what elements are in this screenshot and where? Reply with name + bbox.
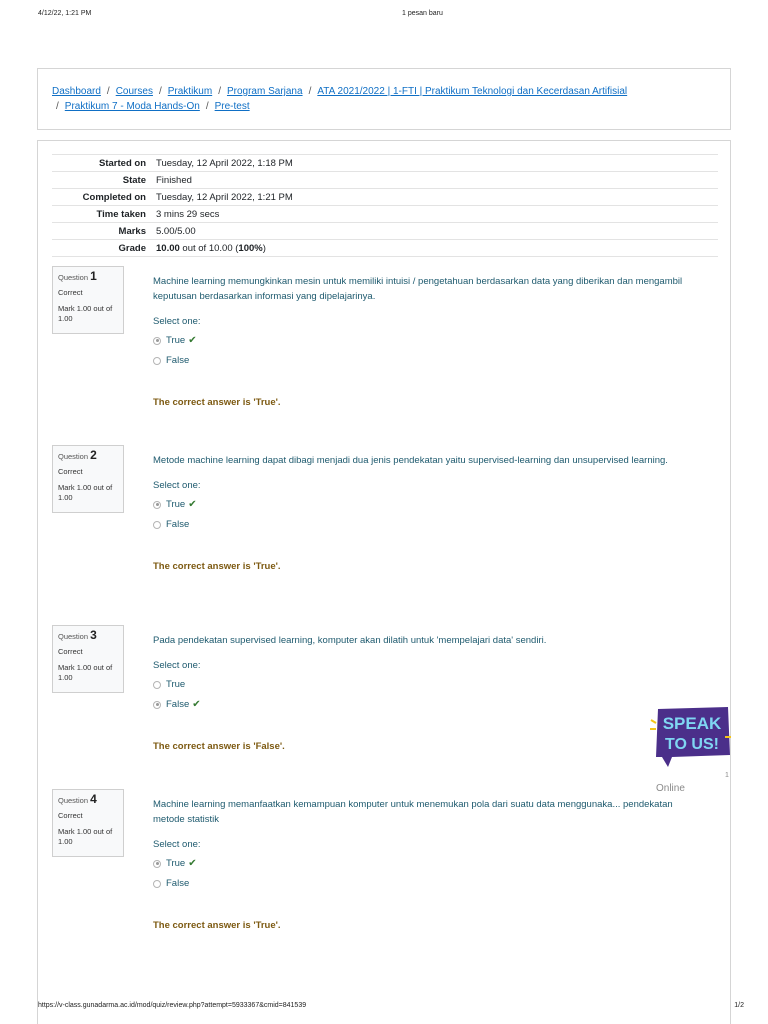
option-label: False <box>166 699 190 710</box>
speak-to-us-chat-button[interactable] <box>648 705 732 769</box>
option-false[interactable] <box>153 518 683 531</box>
correct-answer-feedback: The correct answer is 'True'. <box>153 561 281 572</box>
correct-answer-feedback: The correct answer is 'False'. <box>153 741 285 752</box>
grade-score: 10.00 <box>156 242 180 254</box>
breadcrumb <box>37 68 731 130</box>
select-one-label: Select one: <box>153 316 201 327</box>
question-mark: Mark 1.00 out of 1.00 <box>58 827 113 846</box>
summary-row <box>52 223 718 240</box>
print-url: https://v-class.gunadarma.ac.id/mod/quiz/review.php?attempt=5933367&cmid=841539 <box>38 1002 307 1009</box>
option-label: False <box>166 878 190 889</box>
radio-unselected[interactable] <box>153 681 161 689</box>
summary-row <box>52 189 718 206</box>
summary-label: State <box>52 172 152 189</box>
correct-answer-feedback: The correct answer is 'True'. <box>153 397 281 408</box>
question-number: 4 <box>90 792 97 806</box>
quiz-review-panel <box>37 140 731 1024</box>
grade-out-of: out of 10.00 ( <box>182 242 239 254</box>
question-body <box>153 797 683 931</box>
print-timestamp: 4/12/22, 1:21 PM <box>38 10 92 17</box>
breadcrumb-separator: / <box>218 86 221 97</box>
question-info <box>52 789 124 857</box>
option-true[interactable] <box>153 857 683 870</box>
option-label: True <box>166 679 186 690</box>
question-text: Pada pendekatan supervised learning, komputer akan dilatih untuk 'mempelajari data' sendiri. <box>153 635 547 646</box>
option-true[interactable] <box>153 678 683 691</box>
breadcrumb-dashboard[interactable]: Dashboard <box>52 86 101 97</box>
question-info <box>52 625 124 693</box>
summary-row <box>52 172 718 189</box>
grade-value <box>152 240 718 257</box>
question-state: Correct <box>58 467 83 476</box>
select-one-label: Select one: <box>153 480 201 491</box>
question-number: 2 <box>90 448 97 462</box>
summary-label: Completed on <box>52 189 152 206</box>
radio-unselected[interactable] <box>153 357 161 365</box>
to-us-text: TO US! <box>665 736 719 753</box>
breadcrumb-praktikum-7[interactable]: Praktikum 7 - Moda Hands-On <box>64 101 200 112</box>
option-label: True <box>166 499 186 510</box>
question-text: Metode machine learning dapat dibagi menjadi dua jenis pendekatan yaitu supervised-learning dan unsupervised learning. <box>153 455 668 466</box>
speak-text: SPEAK <box>662 714 722 733</box>
breadcrumb-praktikum[interactable]: Praktikum <box>167 86 213 97</box>
radio-unselected[interactable] <box>153 880 161 888</box>
print-header <box>0 10 768 22</box>
summary-value: Finished <box>152 172 718 189</box>
breadcrumb-separator: / <box>56 101 59 112</box>
option-label: False <box>166 519 190 530</box>
grade-percent: 100% <box>238 242 263 254</box>
question-label: Question <box>58 632 89 641</box>
question-label: Question <box>58 273 89 282</box>
option-label: True <box>166 858 186 869</box>
question-number: 3 <box>90 628 97 642</box>
select-one-label: Select one: <box>153 839 201 850</box>
breadcrumb-courses[interactable]: Courses <box>115 86 153 97</box>
check-icon: ✔ <box>192 699 201 710</box>
check-icon: ✔ <box>188 858 197 869</box>
select-one-label: Select one: <box>153 660 201 671</box>
question-body <box>153 274 683 408</box>
option-true[interactable] <box>153 498 683 511</box>
chat-status: Online <box>656 783 685 794</box>
question-state: Correct <box>58 288 83 297</box>
summary-value: Tuesday, 12 April 2022, 1:18 PM <box>152 155 718 172</box>
summary-value: Tuesday, 12 April 2022, 1:21 PM <box>152 189 718 206</box>
radio-selected[interactable] <box>153 701 161 709</box>
breadcrumb-separator: / <box>205 101 209 112</box>
summary-label: Started on <box>52 155 152 172</box>
summary-row <box>52 155 718 172</box>
question-text: Machine learning memanfaatkan kemampuan komputer untuk menemukan pola dari suatu data menggunaka... pendekatan metode statistik <box>153 799 673 825</box>
breadcrumb-pre-test[interactable]: Pre-test <box>214 101 250 112</box>
radio-selected[interactable] <box>153 337 161 345</box>
attempt-summary-table <box>52 154 718 257</box>
question-state: Correct <box>58 647 83 656</box>
breadcrumb-separator: / <box>308 86 312 97</box>
question-state: Correct <box>58 811 83 820</box>
speak-to-us-logo <box>650 707 731 767</box>
option-true[interactable] <box>153 334 683 347</box>
summary-value: 5.00/5.00 <box>152 223 718 240</box>
question-text: Machine learning memungkinkan mesin untuk memiliki intuisi / pengetahuan berdasarkan data yang diberikan dan mengambil keputusan berdasarkan informasi yang dipelajarinya. <box>153 276 683 302</box>
check-icon: ✔ <box>188 499 197 510</box>
breadcrumb-separator: / <box>158 86 162 97</box>
question-mark: Mark 1.00 out of 1.00 <box>58 663 113 682</box>
print-page-number: 1/2 <box>734 1002 744 1009</box>
option-false[interactable] <box>153 354 683 367</box>
option-label: False <box>166 355 190 366</box>
question-info <box>52 445 124 513</box>
summary-label: Marks <box>52 223 152 240</box>
question-mark: Mark 1.00 out of 1.00 <box>58 483 113 502</box>
question-number: 1 <box>90 269 97 283</box>
question-mark: Mark 1.00 out of 1.00 <box>58 304 113 323</box>
question-info <box>52 266 124 334</box>
breadcrumb-course[interactable]: ATA 2021/2022 | 1-FTI | Praktikum Teknologi dan Kecerdasan Artifisial <box>317 86 628 97</box>
question-label: Question <box>58 796 89 805</box>
option-false[interactable] <box>153 698 683 711</box>
summary-row <box>52 240 718 257</box>
summary-label: Time taken <box>52 206 152 223</box>
summary-row <box>52 206 718 223</box>
summary-value: 3 mins 29 secs <box>152 206 718 223</box>
print-title: 1 pesan baru <box>402 10 443 17</box>
correct-answer-feedback: The correct answer is 'True'. <box>153 920 281 931</box>
radio-unselected[interactable] <box>153 521 161 529</box>
question-body <box>153 633 683 752</box>
radio-selected[interactable] <box>153 860 161 868</box>
question-label: Question <box>58 452 89 461</box>
breadcrumb-program-sarjana[interactable]: Program Sarjana <box>226 86 303 97</box>
grade-close: ) <box>262 242 266 254</box>
summary-label: Grade <box>52 240 152 257</box>
check-icon: ✔ <box>188 335 197 346</box>
print-footer <box>0 1002 768 1014</box>
breadcrumb-separator: / <box>106 86 110 97</box>
option-label: True <box>166 335 186 346</box>
option-false[interactable] <box>153 877 683 890</box>
question-body <box>153 453 683 572</box>
chat-notification-badge: 1 <box>725 772 729 779</box>
radio-selected[interactable] <box>153 501 161 509</box>
